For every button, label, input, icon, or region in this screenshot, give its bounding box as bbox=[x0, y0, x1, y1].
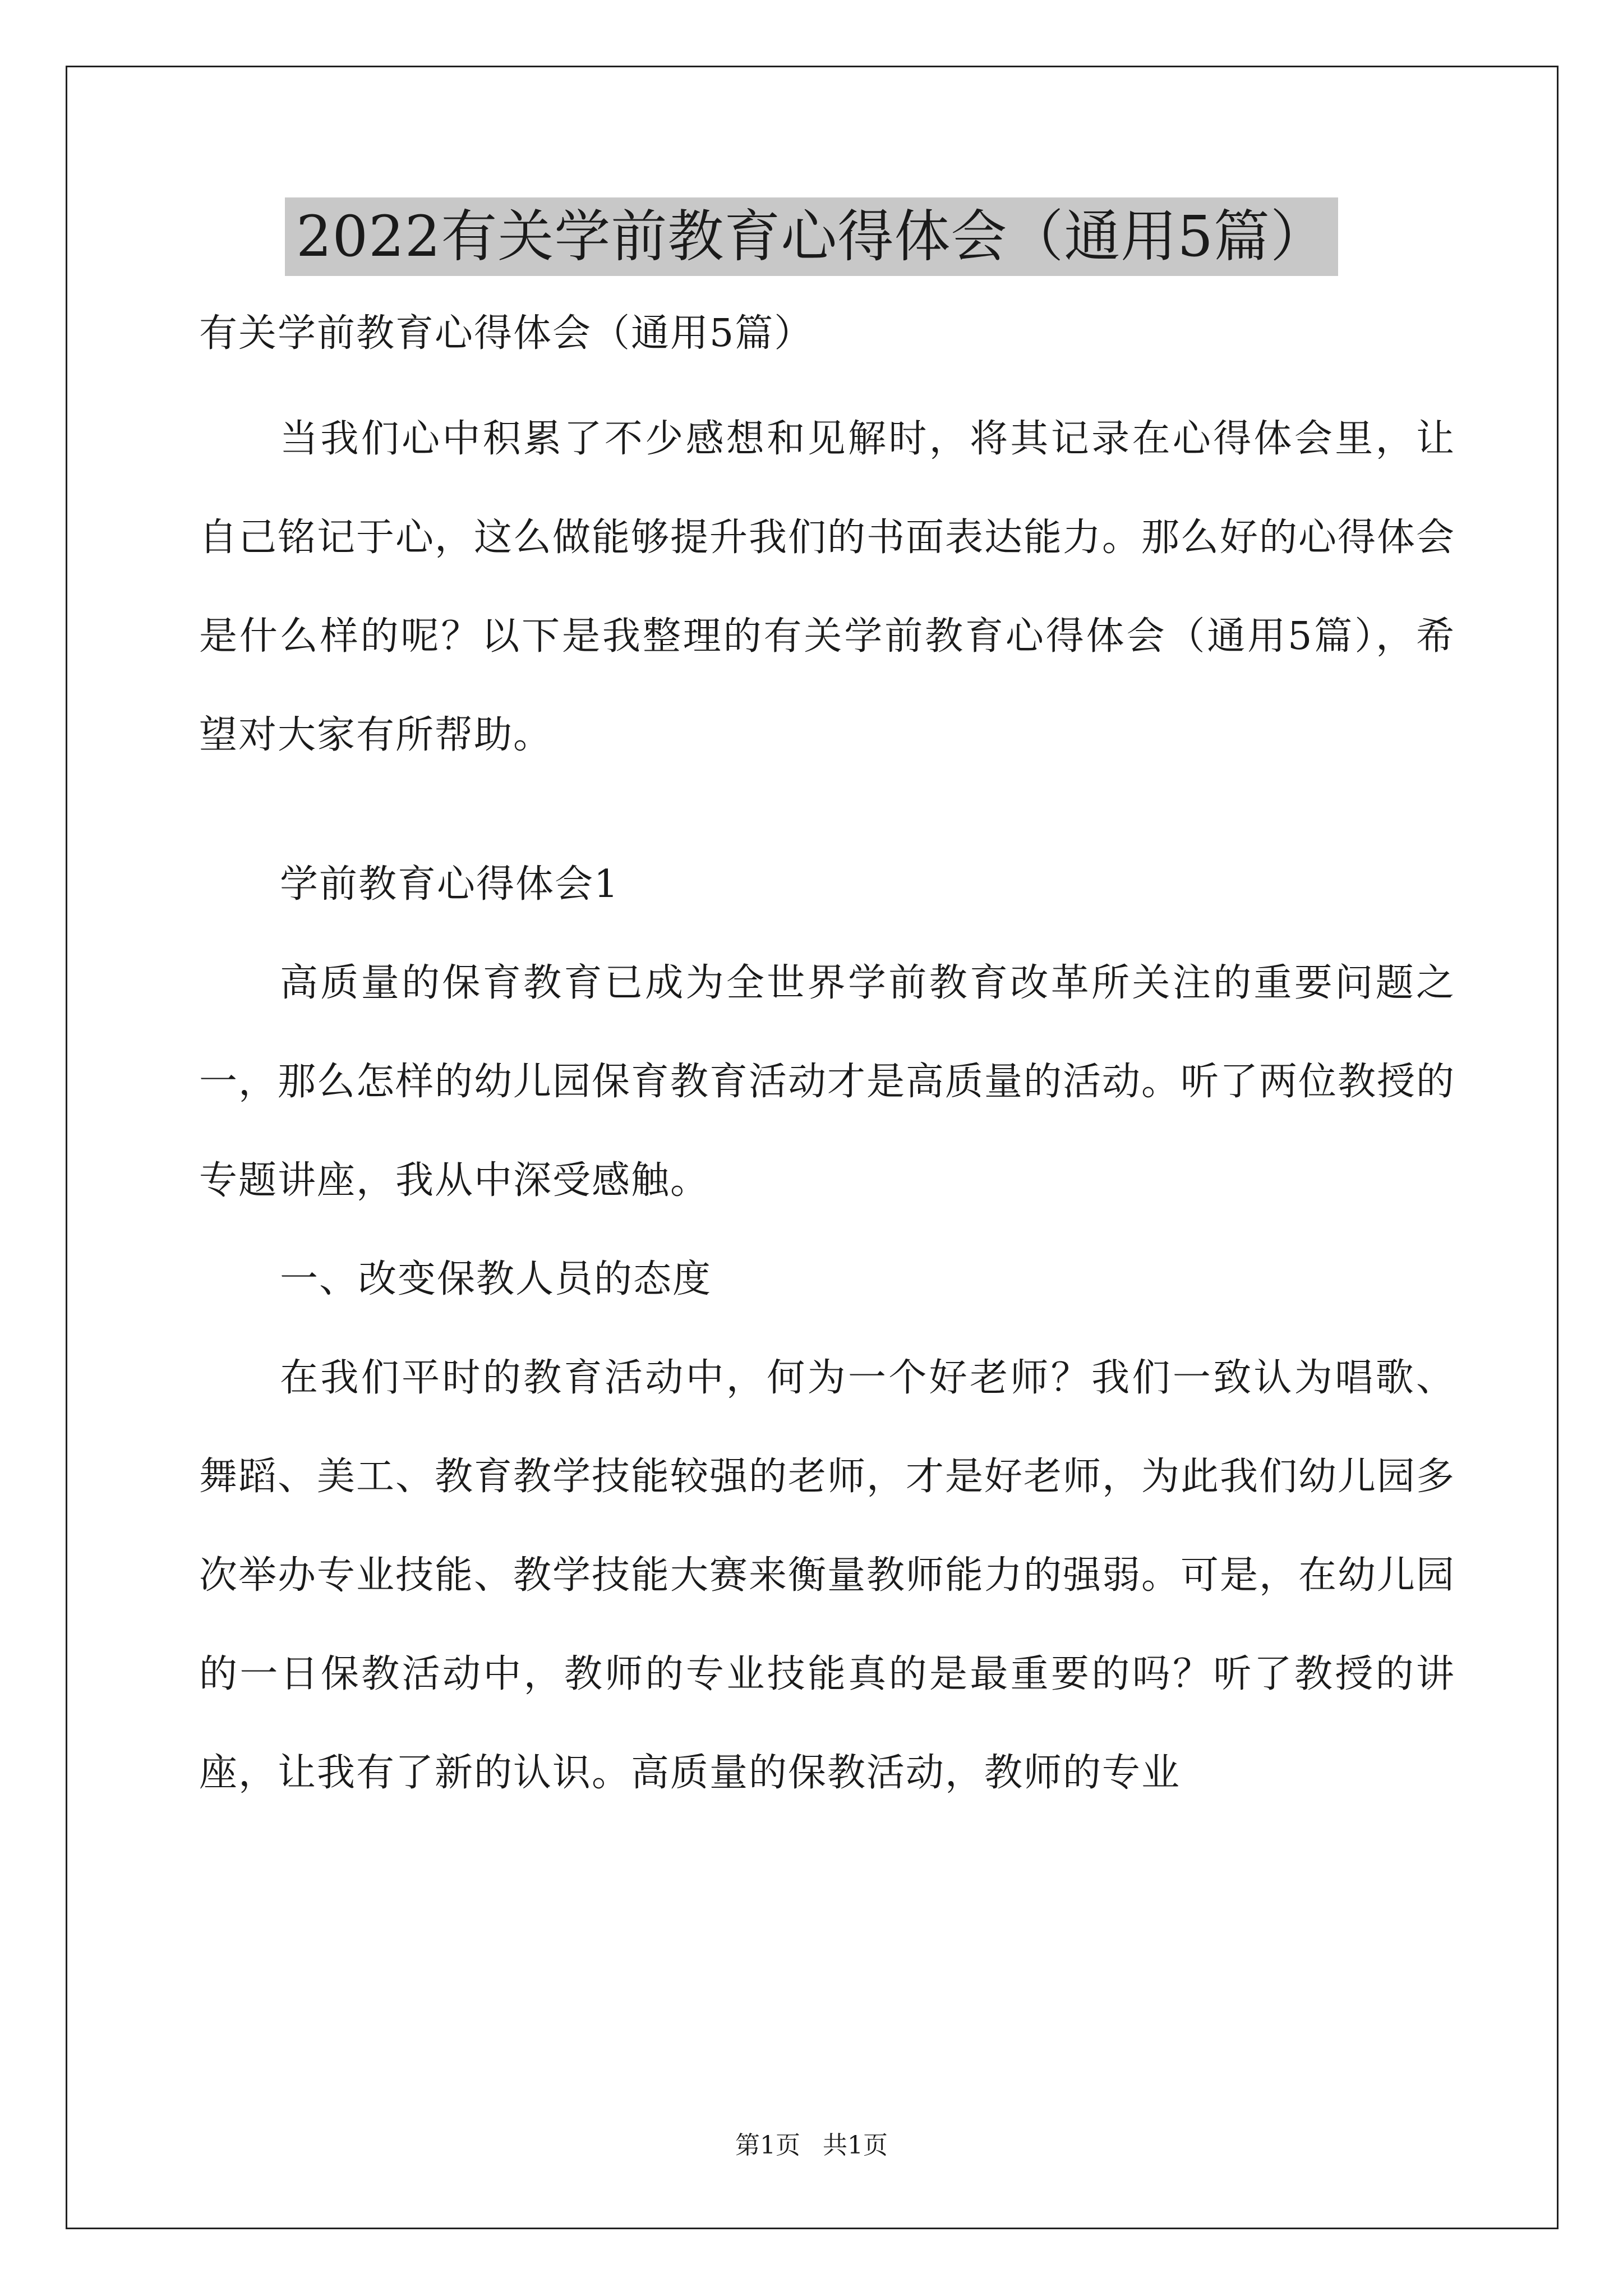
section-paragraph-2: 在我们平时的教育活动中，何为一个好老师？我们一致认为唱歌、舞蹈、美工、教育教学技能较强的老师，才是好老师，为此我们幼儿园多次举办专业技能、教学技能大赛来衡量教师能力的强弱。可是，在幼儿园的一日保教活动中，教师的专业技能真的是最重要的吗？听了教授的讲座，让我有了新的认识。高质量的保教活动，教师的专业 bbox=[199, 1356, 1456, 1795]
page-total: 共1页 bbox=[823, 2131, 888, 2160]
section-paragraph: 高质量的保育教育已成为全世界学前教育改革所关注的重要问题之一，那么怎样的幼儿园保育教育活动才是高质量的活动。听了两位教授的专题讲座，我从中深受感触。 bbox=[199, 961, 1456, 1203]
intro-paragraph: 当我们心中积累了不少感想和见解时，将其记录在心得体会里，让自己铭记于心，这么做能够提升我们的书面表达能力。那么好的心得体会是什么样的呢？以下是我整理的有关学前教育心得体会（通用5篇），希望对大家有所帮助。 bbox=[199, 417, 1456, 757]
title-container bbox=[0, 197, 1623, 276]
page-number: 第1页 bbox=[735, 2131, 800, 2160]
section-subheading: 一、改变保教人员的态度 bbox=[280, 1257, 712, 1301]
section-heading: 学前教育心得体会1 bbox=[280, 862, 620, 907]
document-subtitle: 有关学前教育心得体会（通用5篇） bbox=[199, 311, 814, 356]
document-body bbox=[199, 306, 1455, 1823]
page-footer bbox=[0, 2129, 1623, 2162]
document-title: 2022有关学前教育心得体会（通用5篇） bbox=[285, 197, 1338, 276]
